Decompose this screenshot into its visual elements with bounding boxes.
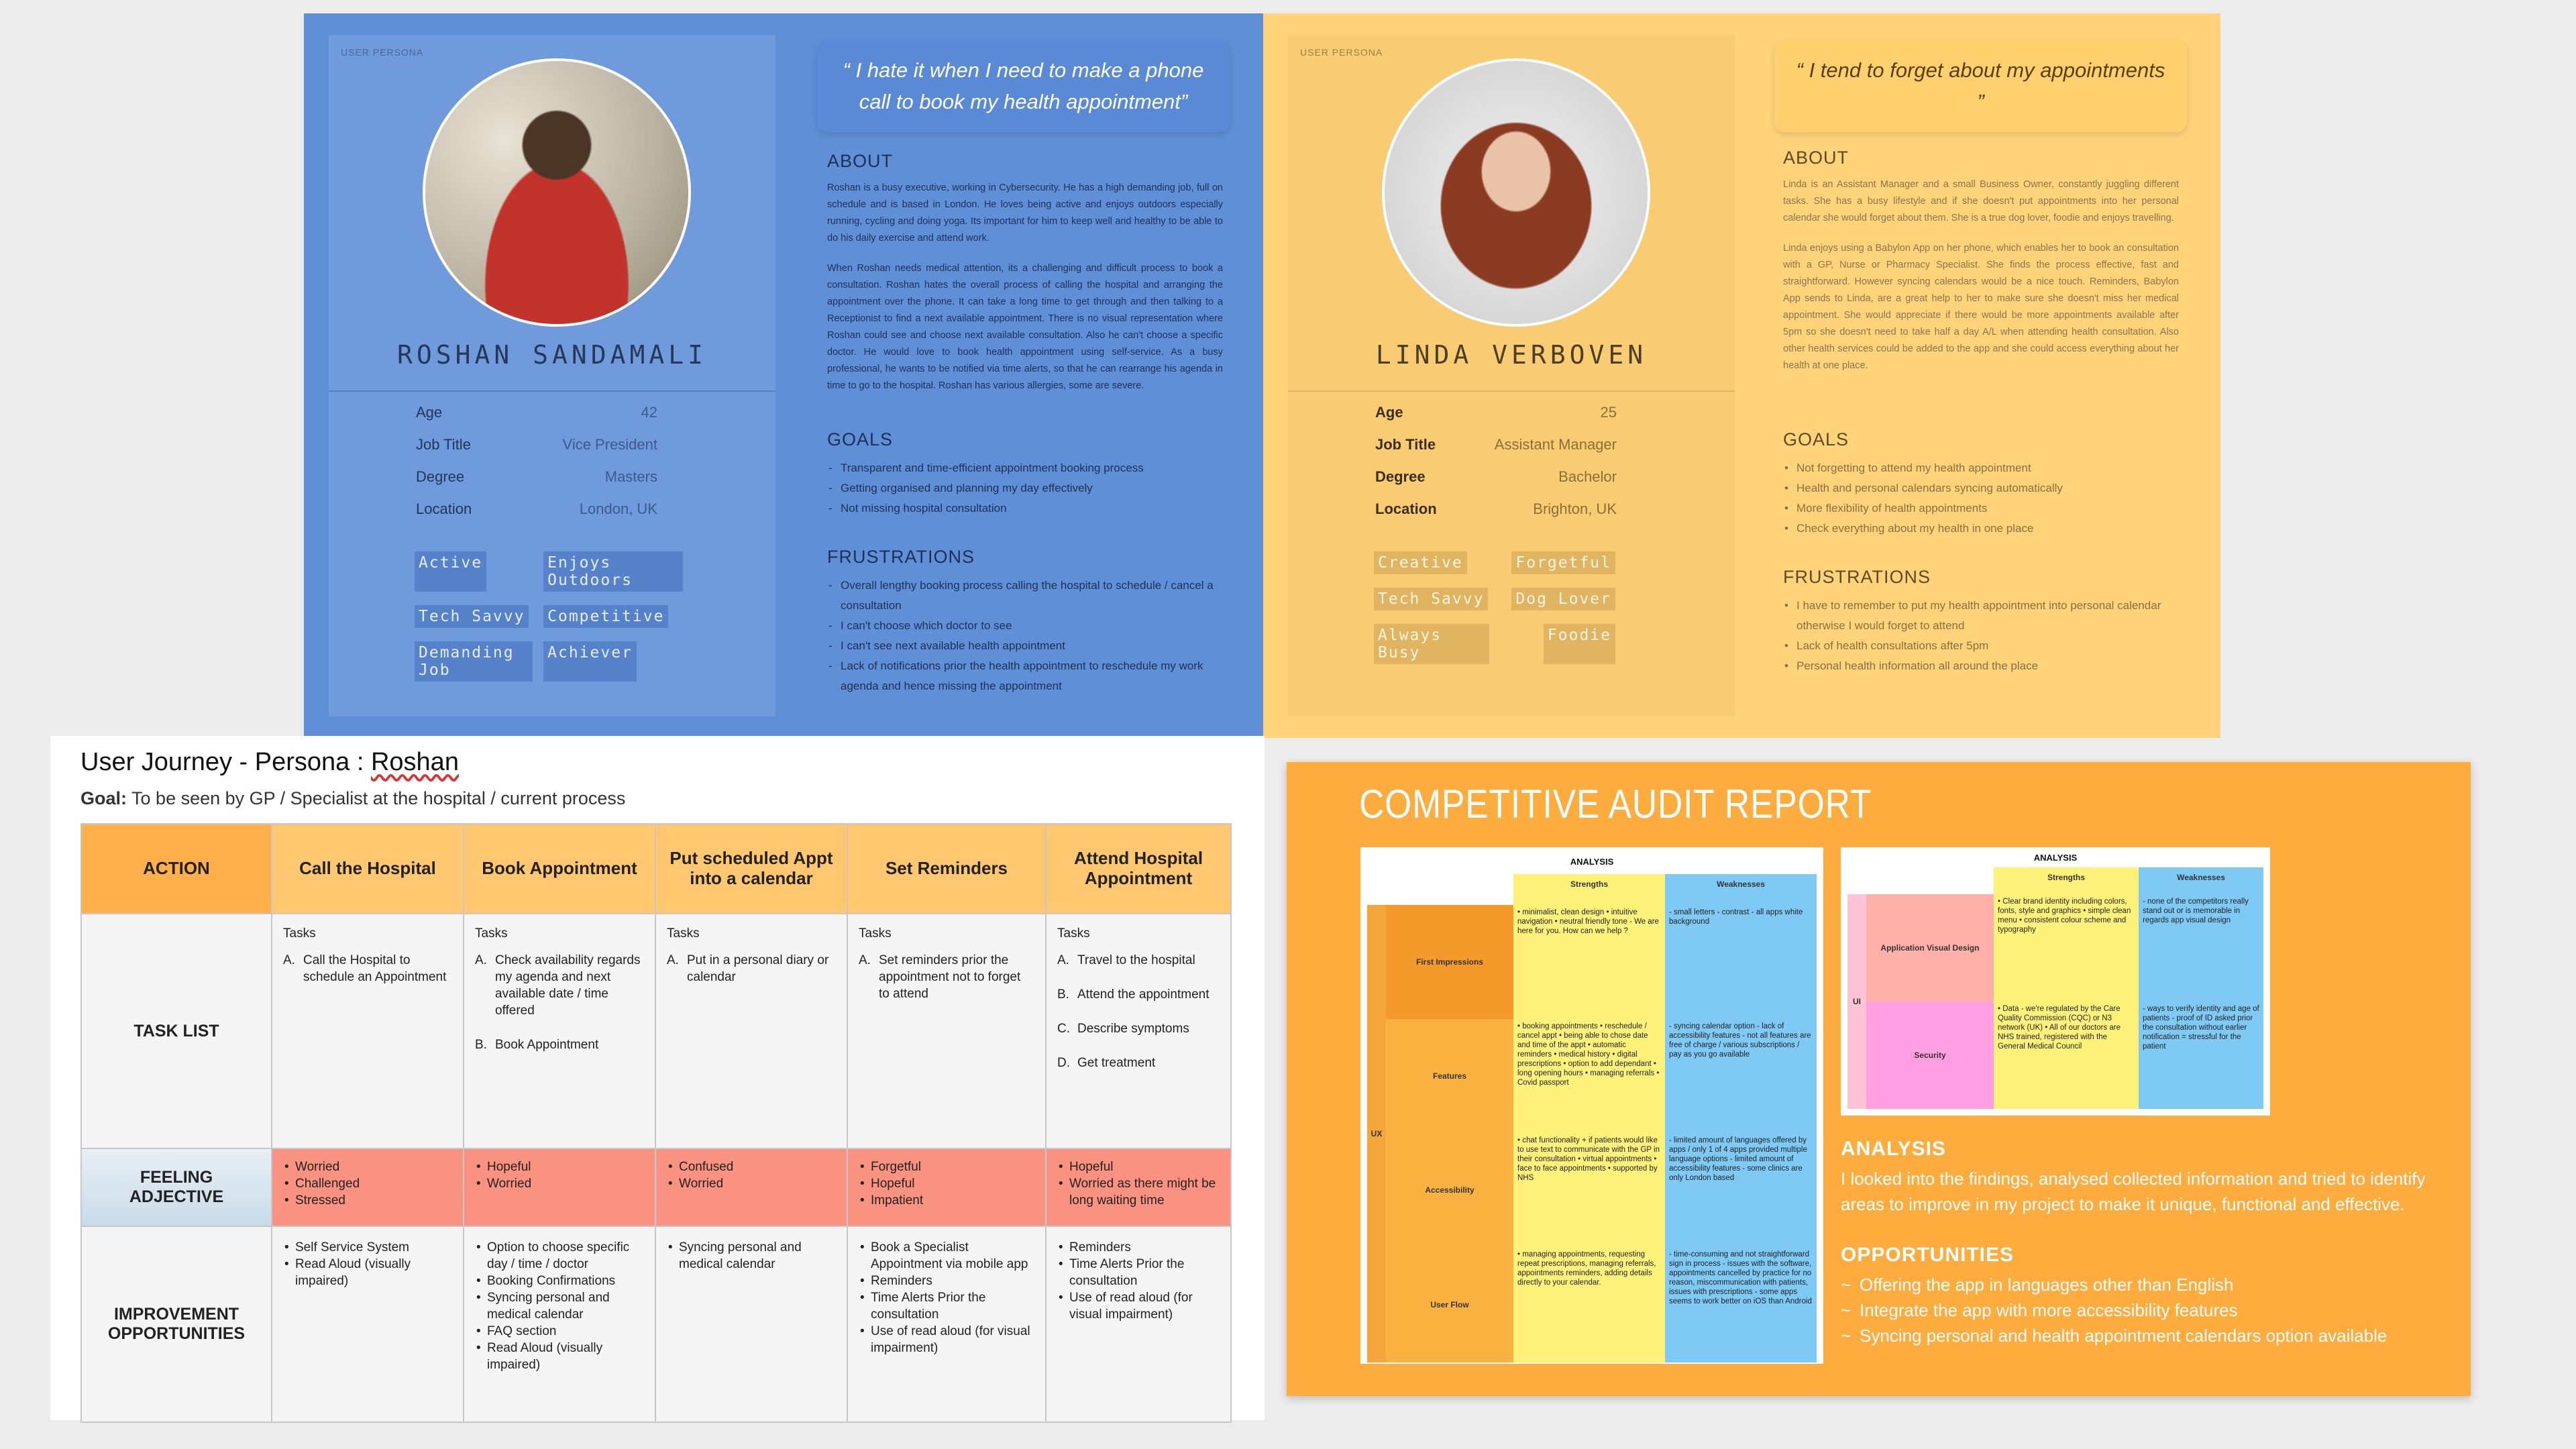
info-value: 42 (641, 404, 657, 421)
improvement-item: • Time Alerts Prior the consultation (859, 1289, 1034, 1323)
opportunity-item: ~ Syncing personal and health appointment calendars option available (1841, 1323, 2431, 1348)
task-item (475, 952, 644, 1019)
goal-item: • More flexibility of health appointments (1783, 498, 2179, 519)
divider (329, 390, 775, 392)
improvement-item: • Reminders (859, 1273, 1034, 1289)
goal-item: • Health and personal calendars syncing automatically (1783, 478, 2179, 498)
feeling-item: • Worried (283, 1159, 452, 1175)
audit-table-head: ANALYSIS (1570, 857, 1614, 867)
frustration-item: • Lack of health consultations after 5pm (1783, 636, 2179, 656)
table-cell (464, 1148, 655, 1226)
audit-grid (1847, 867, 2263, 1109)
goals-section (1783, 429, 2179, 539)
task-letter: D. (1057, 1056, 1070, 1070)
table-header-row (81, 824, 1231, 914)
trait-tag: Tech Savvy (1374, 588, 1488, 610)
persona-traits (415, 551, 683, 682)
persona-info (416, 404, 657, 533)
feeling-item: • Stressed (283, 1192, 452, 1209)
table-cell (1046, 914, 1231, 1148)
improvement-list (1057, 1239, 1220, 1323)
task-text: Describe symptoms (1077, 1022, 1189, 1036)
audit-grid (1367, 874, 1817, 1362)
task-item (1057, 1055, 1220, 1071)
table-cell (464, 1226, 655, 1422)
feeling-item: • Challenged (283, 1175, 452, 1192)
persona-tag: USER PERSONA (1300, 47, 1383, 58)
frustrations-section (1783, 567, 2179, 676)
weakness-cell: - ways to verify identity and age of patients - proof of ID asked prior the consultation without earlier notification = stressful for the patient (2139, 1002, 2263, 1109)
audit-row-label: Features (1386, 1019, 1513, 1133)
task-item (1057, 1020, 1220, 1037)
about-paragraph: Roshan is a busy executive, working in Cybersecurity. He has a high demanding job, full on schedule and is based in London. He loves being active and enjoys outdoors especially running, cycling and doing yoga. Its important for him to keep well and healthy to be able to do his daily exercise and attend work. (827, 182, 1223, 244)
table-cell (272, 1148, 464, 1226)
improvement-list (283, 1239, 452, 1289)
goal-item: - Not missing hospital consultation (827, 498, 1223, 519)
trait-tag: Enjoys Outdoors (543, 551, 683, 592)
improvement-item: • Use of read aloud (for visual impairment) (1057, 1289, 1220, 1323)
row-label: FEELING ADJECTIVE (81, 1148, 272, 1226)
opportunity-item: ~ Integrate the app with more accessibility features (1841, 1297, 2431, 1323)
task-text: Get treatment (1077, 1056, 1156, 1070)
task-item (859, 952, 1034, 1002)
info-row-degree (416, 468, 657, 500)
task-text: Set reminders prior the appointment not to forget to attend (879, 953, 1021, 1001)
goal-item: - Getting organised and planning my day effectively (827, 478, 1223, 498)
weaknesses-header: Weaknesses (2139, 867, 2263, 894)
analysis-section (1841, 1138, 2431, 1348)
improvement-list (475, 1239, 644, 1373)
persona-name: LINDA VERBOVEN (1375, 340, 1648, 370)
feeling-item: • Hopeful (475, 1159, 644, 1175)
info-key: Location (1375, 500, 1437, 517)
goal-text: To be seen by GP / Specialist at the hospital / current process (127, 788, 626, 808)
table-row-feelings (81, 1148, 1231, 1226)
group-label: UX (1367, 905, 1386, 1362)
feeling-item: • Worried (475, 1175, 644, 1192)
task-head: Tasks (859, 926, 892, 941)
competitive-audit (1287, 762, 2471, 1396)
goal-item: • Check everything about my health in one place (1783, 519, 2179, 539)
grid-corner (1847, 867, 1866, 894)
trait-tag: Demanding Job (415, 641, 533, 682)
group-label: UI (1847, 894, 1866, 1109)
improvement-item: • FAQ section (475, 1323, 644, 1340)
about-paragraph: When Roshan needs medical attention, its a challenging and difficult process to book a consultation. Roshan hates the overall process of calling the hospital and arranging the appointment over the phone. It can take a long time to get through and then talking to a Receptionist to find a next available appointment. There is no visual representation where Roshan could see and choose next available consultation. Also he can't choose a specific doctor. He would love to book health appointment using self-service. As a busy professional, he wants to be notified via time alerts, so that he can rearrange his agenda in time to go to the hospital. Roshan has various allergies, some are severe. (827, 263, 1223, 391)
journey-persona-name: Roshan (370, 748, 459, 776)
table-cell (847, 1148, 1046, 1226)
task-letter: A. (667, 953, 679, 967)
table-cell (847, 914, 1046, 1148)
info-key: Age (1375, 404, 1403, 421)
column-header: Attend Hospital Appointment (1046, 824, 1231, 914)
table-cell (1046, 1226, 1231, 1422)
avatar (423, 58, 691, 327)
about-section (1783, 148, 2179, 388)
info-value: Masters (604, 468, 657, 485)
improvement-item: • Read Aloud (visually impaired) (475, 1340, 644, 1373)
journey-title (80, 748, 459, 777)
persona-linda (1263, 13, 2220, 738)
about-paragraph: Linda is an Assistant Manager and a small Business Owner, constantly juggling different tasks. She has a busy lifestyle and if she doesn't put appointments into her personal calendar she would forget about them. She is a true dog lover, foodie and enjoys travelling. (1783, 179, 2179, 223)
task-text: Check availability regards my agenda and next available date / time offered (495, 953, 641, 1018)
improvement-list (859, 1239, 1034, 1356)
table-row-tasks (81, 914, 1231, 1148)
info-row-job (1375, 436, 1617, 468)
persona-quote: “ I tend to forget about my appointments ” (1774, 40, 2187, 132)
audit-row-label: First Impressions (1386, 905, 1513, 1019)
task-text: Book Appointment (495, 1038, 599, 1052)
info-value: Bachelor (1558, 468, 1617, 485)
frustrations-section (827, 547, 1223, 696)
task-head: Tasks (1057, 926, 1090, 941)
frustrations-title: FRUSTRATIONS (1783, 567, 1931, 587)
task-letter: A. (475, 953, 487, 967)
audit-title: COMPETITIVE AUDIT REPORT (1359, 782, 1872, 826)
journey-table (80, 823, 1232, 1423)
info-value: London, UK (579, 500, 657, 517)
persona-roshan (304, 13, 1263, 738)
improvement-item: • Booking Confirmations (475, 1273, 644, 1289)
row-label: TASK LIST (81, 914, 272, 1148)
frustration-item: - Lack of notifications prior the health appointment to reschedule my work agenda and hence missing the appointment (827, 656, 1223, 696)
frustration-item: • I have to remember to put my health appointment into personal calendar otherwise I would forget to attend (1783, 596, 2179, 636)
table-cell (272, 914, 464, 1148)
task-letter: A. (1057, 953, 1069, 967)
task-head: Tasks (475, 926, 508, 941)
opportunities-title: OPPORTUNITIES (1841, 1244, 2015, 1266)
trait-tag: Active (415, 551, 486, 592)
column-header: Set Reminders (847, 824, 1046, 914)
improvement-item: • Time Alerts Prior the consultation (1057, 1256, 1220, 1289)
info-row-degree (1375, 468, 1617, 500)
task-text: Travel to the hospital (1077, 953, 1195, 967)
task-item (667, 952, 836, 985)
feeling-list (1057, 1159, 1220, 1209)
goals-title: GOALS (827, 429, 894, 449)
info-row-age (1375, 404, 1617, 436)
grid-corner (1866, 867, 1994, 894)
info-key: Age (416, 404, 443, 421)
journey-title-prefix: User Journey - Persona : (80, 748, 371, 776)
improvement-list (667, 1239, 836, 1273)
trait-tag: Achiever (543, 641, 637, 682)
info-row-location (1375, 500, 1617, 533)
goal-item: • Not forgetting to attend my health appointment (1783, 458, 2179, 478)
frustration-item: - I can't see next available health appointment (827, 636, 1223, 656)
info-row-job (416, 436, 657, 468)
audit-row-label: Application Visual Design (1866, 894, 1994, 1002)
feeling-item: • Hopeful (1057, 1159, 1220, 1175)
info-value: Brighton, UK (1533, 500, 1617, 517)
column-header: Book Appointment (464, 824, 655, 914)
grid-corner (1386, 874, 1513, 905)
feeling-list (667, 1159, 836, 1192)
frustration-item: • Personal health information all around the place (1783, 656, 2179, 676)
journey-goal (80, 788, 625, 809)
feeling-item: • Forgetful (859, 1159, 1034, 1175)
row-label: IMPROVEMENT OPPORTUNITIES (81, 1226, 272, 1422)
table-cell (655, 1226, 847, 1422)
task-head: Tasks (667, 926, 700, 941)
info-row-location (416, 500, 657, 533)
audit-table-ux (1360, 847, 1823, 1364)
task-item (1057, 952, 1220, 969)
goal-label: Goal: (80, 788, 127, 808)
task-letter: C. (1057, 1022, 1070, 1036)
task-text: Call the Hospital to schedule an Appointment (303, 953, 447, 984)
task-letter: B. (1057, 987, 1069, 1002)
strength-cell: • managing appointments, requesting repeat prescriptions, managing referrals, appointments reminders, adding details directly to your calendar. (1513, 1247, 1665, 1362)
trait-tag: Tech Savvy (415, 605, 529, 628)
weakness-cell: - limited amount of languages offered by apps / only 1 of 4 apps provided multiple language options - limited amount of accessibility features - some clinics are only London based (1665, 1133, 1817, 1247)
persona-card (329, 35, 775, 716)
opportunity-item: ~ Offering the app in languages other than English (1841, 1272, 2431, 1297)
info-value: Vice President (562, 436, 657, 453)
strengths-header: Strengths (1513, 874, 1665, 905)
about-title: ABOUT (827, 151, 894, 171)
audit-table-ui (1841, 847, 2270, 1116)
persona-card (1288, 35, 1735, 716)
column-header: Call the Hospital (272, 824, 464, 914)
goals-section (827, 429, 1223, 519)
info-value: Assistant Manager (1494, 436, 1617, 453)
persona-info (1375, 404, 1617, 533)
analysis-text: I looked into the findings, analysed collected information and tried to identify areas to improve in my project to make it unique, functional and effective. (1841, 1169, 2426, 1214)
goals-list (827, 458, 1223, 519)
persona-traits (1374, 551, 1615, 664)
frustrations-list (827, 576, 1223, 696)
feeling-item: • Confused (667, 1159, 836, 1175)
strength-cell: • chat functionality + if patients would like to use text to communicate with the GP in their consultation • virtual appointments • face to face appointments • supported by NHS (1513, 1133, 1665, 1247)
column-header: ACTION (81, 824, 272, 914)
trait-tag: Creative (1374, 551, 1467, 574)
analysis-title: ANALYSIS (1841, 1138, 1946, 1160)
persona-name: ROSHAN SANDAMALI (396, 340, 708, 370)
audit-table-head: ANALYSIS (2033, 853, 2078, 863)
info-value: 25 (1600, 404, 1617, 421)
goals-title: GOALS (1783, 429, 1849, 449)
improvement-item: • Book a Specialist Appointment via mobile app (859, 1239, 1034, 1273)
frustrations-list (1783, 596, 2179, 676)
divider (1288, 390, 1735, 392)
task-letter: A. (283, 953, 295, 967)
feeling-item: • Impatient (859, 1192, 1034, 1209)
task-text: Attend the appointment (1077, 987, 1210, 1002)
avatar (1382, 58, 1650, 327)
info-key: Location (416, 500, 472, 517)
frustration-item: - Overall lengthy booking process calling the hospital to schedule / cancel a consultation (827, 576, 1223, 616)
table-cell (655, 1148, 847, 1226)
strength-cell: • Data - we're regulated by the Care Quality Commission (CQC) or N3 network (UK) • All of our doctors are NHS trained, registered with the General Medical Council (1994, 1002, 2139, 1109)
weakness-cell: - none of the competitors really stand out or is memorable in regards app visual design (2139, 894, 2263, 1002)
persona-quote: “ I hate it when I need to make a phone call to book my health appointment” (817, 40, 1230, 132)
info-key: Job Title (416, 436, 471, 453)
trait-tag: Foodie (1544, 624, 1615, 664)
weaknesses-header: Weaknesses (1665, 874, 1817, 905)
feeling-item: • Worried as there might be long waiting time (1057, 1175, 1220, 1209)
trait-tag: Dog Lover (1511, 588, 1615, 610)
improvement-item: • Option to choose specific day / time / doctor (475, 1239, 644, 1273)
improvement-item: • Syncing personal and medical calendar (667, 1239, 836, 1273)
feeling-item: • Worried (667, 1175, 836, 1192)
table-cell (1046, 1148, 1231, 1226)
opportunities-list (1841, 1272, 2431, 1348)
task-letter: A. (859, 953, 871, 967)
grid-corner (1367, 874, 1386, 905)
info-key: Degree (1375, 468, 1426, 485)
audit-row-label: Accessibility (1386, 1133, 1513, 1247)
info-row-age (416, 404, 657, 436)
strength-cell: • booking appointments • reschedule / cancel appt • being able to chose date and time of the appt • automatic reminders • medical history • digital prescriptions • option to add dependant • long opening hours • managing referrals • Covid passport (1513, 1019, 1665, 1133)
trait-tag: Competitive (543, 605, 668, 628)
feeling-list (859, 1159, 1034, 1209)
task-text: Put in a personal diary or calendar (687, 953, 829, 984)
feeling-list (283, 1159, 452, 1209)
weakness-cell: - syncing calendar option - lack of accessibility features - not all features are free of charge / various subscriptions / pay as you go available (1665, 1019, 1817, 1133)
improvement-item: • Syncing personal and medical calendar (475, 1289, 644, 1323)
audit-row-label: Security (1866, 1002, 1994, 1109)
weakness-cell: - small letters - contrast - all apps white background (1665, 905, 1817, 1019)
strength-cell: • Clear brand identity including colors, fonts, style and graphics • simple clean menu • consistent colour scheme and typography (1994, 894, 2139, 1002)
trait-tag: Always Busy (1374, 624, 1489, 664)
feeling-list (475, 1159, 644, 1192)
improvement-item: • Read Aloud (visually impaired) (283, 1256, 452, 1289)
frustration-item: - I can't choose which doctor to see (827, 616, 1223, 636)
improvement-item: • Reminders (1057, 1239, 1220, 1256)
info-key: Degree (416, 468, 465, 485)
table-cell (847, 1226, 1046, 1422)
task-item (475, 1036, 644, 1053)
strength-cell: • minimalist, clean design • intuitive navigation • neutral friendly tone - We are here for you. How can we help ? (1513, 905, 1665, 1019)
improvement-item: • Use of read aloud (for visual impairment) (859, 1323, 1034, 1356)
about-paragraph: Linda enjoys using a Babylon App on her phone, which enables her to book an consultation with a GP, Nurse or Pharmacy Specialist. She finds the process effective, fast and straightforward. However syncing calendars would be a nice touch. Reminders, Babylon App sends to Linda, are a great help to her to make sure she doesn't miss her medical appointment. She would appreciate if there would be more appointments available after 5pm so she doesn't need to take half a day A/L when attending health consultation. Also other health services could be added to the app and she could access everything about her health at one place. (1783, 243, 2179, 371)
goals-list (1783, 458, 2179, 539)
column-header: Put scheduled Appt into a calendar (655, 824, 847, 914)
feeling-item: • Hopeful (859, 1175, 1034, 1192)
user-journey (50, 736, 1265, 1420)
info-key: Job Title (1375, 436, 1436, 453)
task-head: Tasks (283, 926, 316, 941)
trait-tag: Forgetful (1511, 551, 1615, 574)
audit-row-label: User Flow (1386, 1247, 1513, 1362)
frustrations-title: FRUSTRATIONS (827, 547, 975, 567)
strengths-header: Strengths (1994, 867, 2139, 894)
weakness-cell: - time-consuming and not straightforward sign in process - issues with the software, appointments cancelled by practice for no reason, miscommunication with patients, issues with prescriptions - some apps seems to work better on iOS than Android (1665, 1247, 1817, 1362)
table-row-improvements (81, 1226, 1231, 1422)
table-cell (655, 914, 847, 1148)
task-item (283, 952, 452, 985)
persona-tag: USER PERSONA (341, 47, 424, 58)
table-cell (464, 914, 655, 1148)
improvement-item: • Self Service System (283, 1239, 452, 1256)
task-item (1057, 986, 1220, 1003)
about-section (827, 151, 1223, 408)
task-letter: B. (475, 1038, 487, 1052)
goal-item: - Transparent and time-efficient appointment booking process (827, 458, 1223, 478)
about-title: ABOUT (1783, 148, 1849, 168)
table-cell (272, 1226, 464, 1422)
